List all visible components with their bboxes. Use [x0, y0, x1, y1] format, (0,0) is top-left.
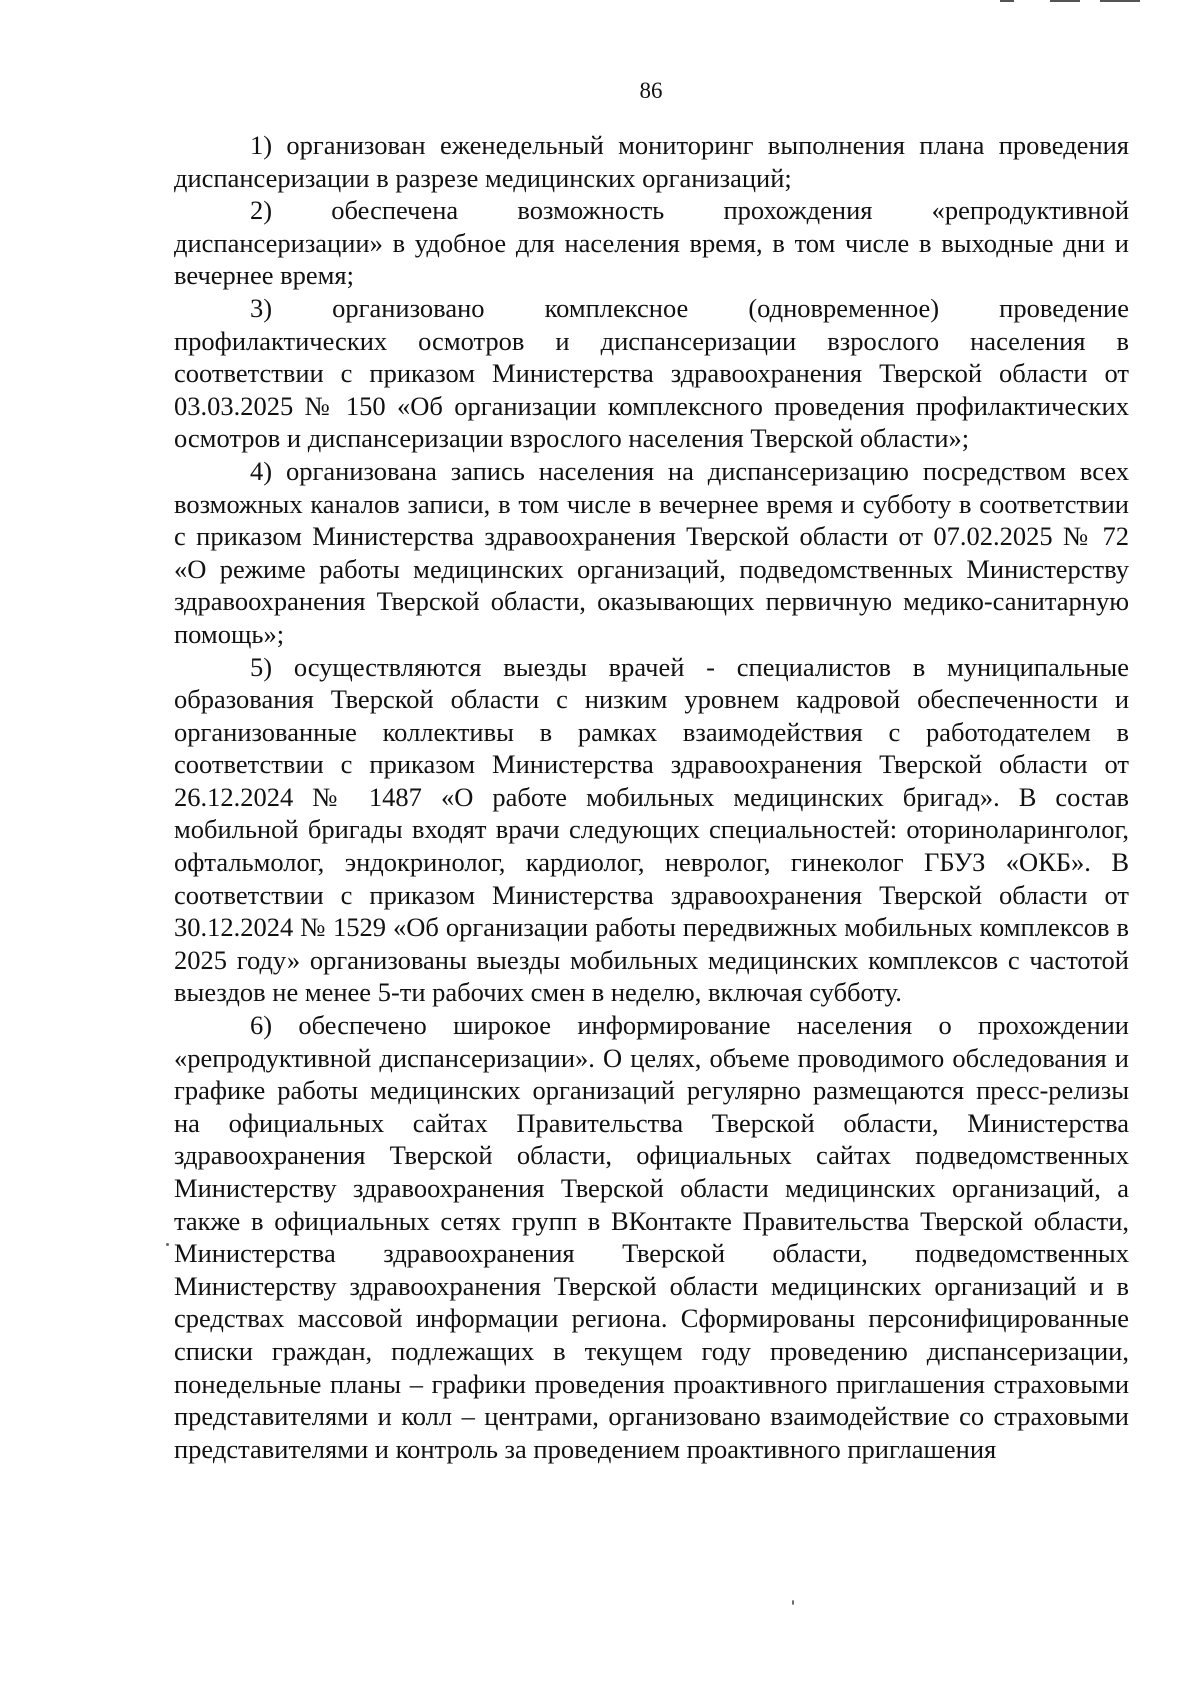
scan-edge-mark: [1100, 0, 1140, 2]
paragraph-item-4: 4) организована запись населения на диспансеризацию посредством всех возможных каналов записи, в том числе в вечернее время и субботу в соответствии с приказом Министерства здравоохранения Тверской области от 07.02.2025 № 72 «О режиме работы медицинских организаций, подведомственных Министерству здравоохранения Тверской области, оказывающих первичную медико-санитарную помощь»;: [174, 455, 1129, 649]
scan-edge-mark: [1050, 0, 1080, 2]
scan-speck: [166, 1243, 169, 1246]
paragraph-item-2: 2) обеспечена возможность прохождения «репродуктивной диспансеризации» в удобное для населения время, в том числе в выходные дни и вечернее время;: [174, 195, 1129, 291]
document-body: [174, 129, 1129, 1465]
paragraph-item-3: 3) организовано комплексное (одновременное) проведение профилактических осмотров и диспансеризации взрослого населения в соответствии с приказом Министерства здравоохранения Тверской области от 03.03.2025 № 150 «Об организации комплексного проведения профилактических осмотров и диспансеризации взрослого населения Тверской области»;: [174, 292, 1129, 454]
page-number: 86: [639, 78, 663, 103]
scan-edge-mark: [1000, 0, 1014, 2]
paragraph-item-6: 6) обеспечено широкое информирование населения о прохождении «репродуктивной диспансеризации». О целях, объеме проводимого обследования и графике работы медицинских организаций регулярно размещаются пресс-релизы на официальных сайтах Правительства Тверской области, Министерства здравоохранения Тверской области, официальных сайтах подведомственных Министерству здравоохранения Тверской области медицинских организаций, а также в официальных сетях групп в ВКонтакте Правительства Тверской области, Министерства здравоохранения Тверской области, подведомственных Министерству здравоохранения Тверской области медицинских организаций и в средствах массовой информации региона. Сформированы персонифицированные списки граждан, подлежащих в текущем году проведению диспансеризации, понедельные планы – графики проведения проактивного приглашения страховыми представителями и колл – центрами, организовано взаимодействие со страховыми представителями и контроль за проведением проактивного приглашения: [174, 1010, 1129, 1464]
paragraph-item-5: 5) осуществляются выезды врачей - специалистов в муниципальные образования Тверской области с низким уровнем кадровой обеспеченности и организованные коллективы в рамках взаимодействия с работодателем в соответствии с приказом Министерства здравоохранения Тверской области от 26.12.2024 № 1487 «О работе мобильных медицинских бригад». В состав мобильной бригады входят врачи следующих специальностей: оториноларинголог, офтальмолог, эндокринолог, кардиолог, невролог, гинеколог ГБУЗ «ОКБ». В соответствии с приказом Министерства здравоохранения Тверской области от 30.12.2024 № 1529 «Об организации работы передвижных мобильных комплексов в 2025 году» организованы выезды мобильных медицинских комплексов с частотой выездов не менее 5-ти рабочих смен в неделю, включая субботу.: [174, 651, 1129, 1008]
scan-speck: [792, 1600, 794, 1605]
paragraph-item-1: 1) организован еженедельный мониторинг выполнения плана проведения диспансеризации в разрезе медицинских организаций;: [174, 130, 1129, 193]
